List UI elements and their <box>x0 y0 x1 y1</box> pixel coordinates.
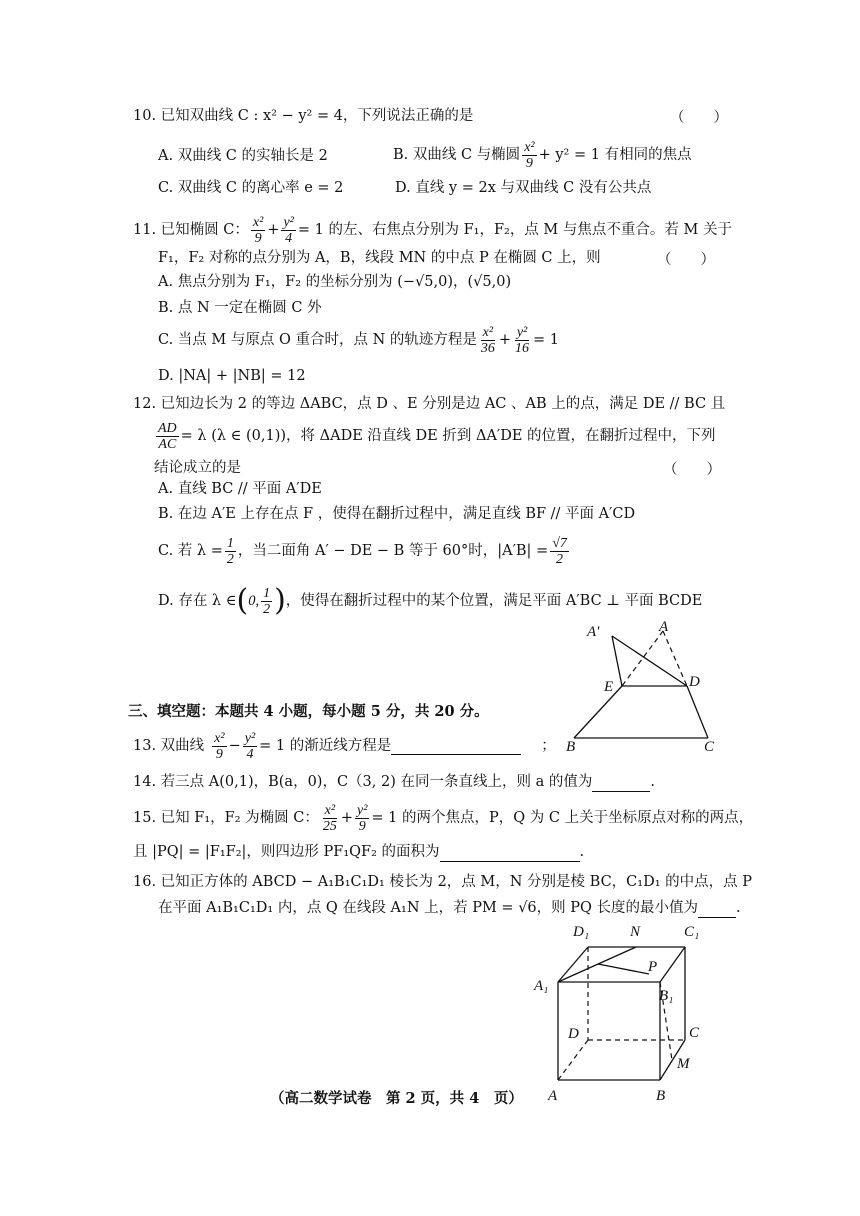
q14-answer-blank[interactable] <box>592 775 650 792</box>
q11-option-c: C. 当点 M 与原点 O 重合时，点 N 的轨迹方程是 $\frac{\text{x²}}{36}$ + $\frac{\text{y²}}{16}$ = 1 <box>158 324 560 356</box>
q10-option-b: B. 双曲线 C 与椭圆 $\frac{\text{x²}}{9}$ + y² = 1 有相同的焦点 <box>393 139 692 171</box>
fig1-label-a: A <box>659 619 669 635</box>
q12-stem-line3: 结论成立的是 <box>154 460 241 476</box>
q15-frac-x: $\frac{\text{x²}}{25}$ <box>322 802 337 834</box>
q11-option-d: D. |NA| + |NB| = 12 <box>158 368 306 384</box>
q12-d-interval-fraction: $\frac{1}{2}$ <box>263 585 271 617</box>
q12-option-c: C. 若 λ = $\frac{1}{2}$ ，当二面角 A′ − DE − B 等于 60°时，|A′B| = $\frac{√7}{2}$ <box>158 535 567 567</box>
q13-answer-blank[interactable] <box>391 738 521 755</box>
q12-option-b: B. 在边 A′E 上存在点 F ，使得在翻折过程中，满足直线 BF // 平面 A′CD <box>158 506 636 522</box>
q12-option-d: D. 存在 λ ∈ ( 0, $\frac{1}{2}$ ) ，使得在翻折过程中的某个位置，满足平面 A′BC ⊥ 平面 BCDE <box>158 583 703 618</box>
fold-triangle-figure <box>560 618 740 758</box>
q15: 15. 已知 F₁，F₂ 为椭圆 C： $\frac{\text{x²}}{25}$ + $\frac{\text{y²}}{9}$ = 1 的两个焦点，P，Q 为 C 上关于坐标原点对称的两点， <box>133 802 754 834</box>
page-footer: （高二数学试卷 第 2 页，共 4 页） <box>270 1090 523 1107</box>
q13-frac-x: $\frac{\text{x²}}{9}$ <box>214 730 225 762</box>
cube-figure <box>528 920 728 1105</box>
fig1-label-e: E <box>604 679 614 695</box>
fig2-label-p: P <box>648 959 658 975</box>
fig2-label-c1: C₁ <box>684 924 700 940</box>
fig2-label-m: M <box>677 1056 690 1072</box>
q10-option-a: A. 双曲线 C 的实轴长是 2 <box>158 148 328 164</box>
q11-answer-paren: （ ） <box>657 252 715 268</box>
q10-b-fraction: $\frac{\text{x²}}{9}$ <box>524 139 535 171</box>
q12-stem-line2: $\frac{AD}{AC}$ = λ (λ ∈ (0,1))，将 ΔADE 沿直线 DE 折到 ΔA′DE 的位置，在翻折过程中，下列 <box>158 420 716 452</box>
fig2-label-a1: A₁ <box>534 978 549 994</box>
q12-ratio-fraction: $\frac{AD}{AC}$ <box>158 420 177 452</box>
fig1-label-d: D <box>689 674 700 690</box>
fig1-label-a-prime: A′ <box>587 624 600 640</box>
q11-frac-y: $\frac{\text{y²}}{4}$ <box>283 214 294 246</box>
fig2-label-n: N <box>630 924 641 940</box>
q16-answer-blank[interactable] <box>698 901 736 918</box>
q10-option-c: C. 双曲线 C 的离心率 e = 2 <box>158 180 344 196</box>
q11-option-a: A. 焦点分别为 F₁，F₂ 的坐标分别为 (−√5,0)，(√5,0) <box>158 274 512 290</box>
q13-frac-y: $\frac{\text{y²}}{4}$ <box>244 730 256 762</box>
q12-stem: 12. 已知边长为 2 的等边 ΔABC，点 D 、E 分别是边 AC 、AB 上的点，满足 DE // BC 且 <box>133 396 726 412</box>
q12-c-lambda-fraction: $\frac{1}{2}$ <box>226 535 234 567</box>
q11-c-frac-x: $\frac{\text{x²}}{36}$ <box>480 324 495 356</box>
q14: 14. 若三点 A(0,1)，B(a，0)，C（3, 2) 在同一条直线上，则 a 的值为 . <box>133 774 655 790</box>
section-fill-in-heading: 三、填空题：本题共 4 小题，每小题 5 分，共 20 分。 <box>128 703 489 720</box>
q12-c-length-fraction: $\frac{√7}{2}$ <box>552 535 567 567</box>
q15-frac-y: $\frac{\text{y²}}{9}$ <box>357 802 368 834</box>
fig2-label-b: B <box>656 1088 666 1104</box>
fig2-label-c: C <box>689 1025 700 1041</box>
q10-option-d: D. 直线 y = 2x 与双曲线 C 没有公共点 <box>395 180 652 196</box>
q10-answer-paren: （ ） <box>670 110 728 126</box>
q12-answer-paren: （ ） <box>663 462 721 478</box>
q10-stem: 10. 已知双曲线 C : x² − y² = 4，下列说法正确的是 <box>133 108 474 124</box>
fig2-label-a: A <box>548 1088 558 1104</box>
q11-c-frac-y: $\frac{\text{y²}}{16}$ <box>515 324 530 356</box>
q15-line2: 且 |PQ| = |F₁F₂|，则四边形 PF₁QF₂ 的面积为 . <box>133 844 585 860</box>
q12-option-a: A. 直线 BC // 平面 A′DE <box>158 481 322 497</box>
q11-stem-line2: F₁，F₂ 对称的点分别为 A，B，线段 MN 的中点 P 在椭圆 C 上，则 <box>158 250 601 266</box>
fig2-label-d: D <box>568 1026 579 1042</box>
q16-line1: 16. 已知正方体的 ABCD − A₁B₁C₁D₁ 棱长为 2，点 M，N 分别是棱 BC，C₁D₁ 的中点，点 P <box>133 874 753 890</box>
q11-frac-x: $\frac{\text{x²}}{9}$ <box>252 214 264 246</box>
fig2-label-d1: D₁ <box>573 924 590 940</box>
fig2-label-b1: B₁ <box>659 988 674 1004</box>
fig1-label-b: B <box>566 739 576 755</box>
fig1-label-c: C <box>704 739 715 755</box>
q11-stem: 11. 已知椭圆 C： $\frac{\text{x²}}{9}$ + $\frac{\text{y²}}{4}$ = 1 的左、右焦点分别为 F₁，F₂，点 M 与焦点不重合。若 M 关于 <box>133 214 732 246</box>
q11-option-b: B. 点 N 一定在椭圆 C 外 <box>158 300 322 316</box>
q15-answer-blank[interactable] <box>440 845 580 862</box>
q16-line2: 在平面 A₁B₁C₁D₁ 内，点 Q 在线段 A₁N 上，若 PM = √6，则 PQ 长度的最小值为 . <box>158 900 741 916</box>
q13: 13. 双曲线 $\frac{\text{x²}}{9}$ − $\frac{\text{y²}}{4}$ = 1 的渐近线方程是 ； <box>133 730 556 762</box>
